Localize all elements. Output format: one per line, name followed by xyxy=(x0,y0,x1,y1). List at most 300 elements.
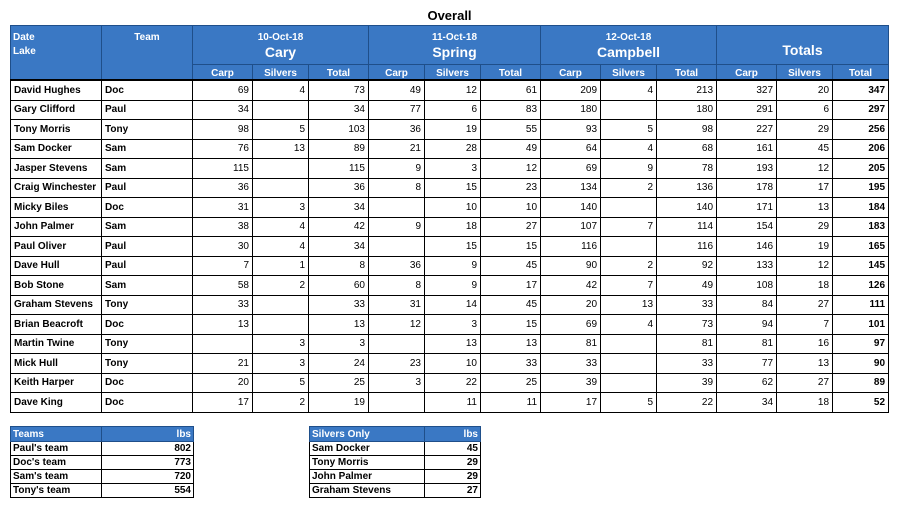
angler-name: Dave Hull xyxy=(11,256,102,276)
weight-cell: 89 xyxy=(833,373,889,393)
weight-cell xyxy=(253,315,309,335)
weight-cell: 6 xyxy=(777,100,833,120)
weight-cell: 126 xyxy=(833,276,889,296)
weight-cell: 115 xyxy=(309,159,369,179)
angler-name: Gary Clifford xyxy=(11,100,102,120)
team-name: Tony's team xyxy=(11,484,102,498)
weight-cell: 5 xyxy=(601,393,657,413)
weight-cell: 89 xyxy=(309,139,369,159)
weight-cell: 4 xyxy=(253,80,309,100)
table-row xyxy=(11,237,889,257)
weight-cell xyxy=(601,373,657,393)
weight-cell: 227 xyxy=(717,120,777,140)
weight-cell: 19 xyxy=(425,120,481,140)
weight-cell: 8 xyxy=(309,256,369,276)
weight-cell: 23 xyxy=(481,178,541,198)
silvers-lbs: 27 xyxy=(425,484,481,498)
weight-cell: 33 xyxy=(657,295,717,315)
team-name: Sam xyxy=(102,276,193,296)
weight-cell: 25 xyxy=(309,373,369,393)
weight-cell xyxy=(193,334,253,354)
weight-cell: 13 xyxy=(481,334,541,354)
weight-cell: 30 xyxy=(193,237,253,257)
weight-cell: 2 xyxy=(601,178,657,198)
weight-cell: 31 xyxy=(369,295,425,315)
silvers-subheader: Silvers xyxy=(253,65,309,81)
weight-cell xyxy=(253,178,309,198)
angler-name: Graham Stevens xyxy=(11,295,102,315)
team-name: Doc's team xyxy=(11,456,102,470)
weight-cell: 21 xyxy=(193,354,253,374)
weight-cell: 13 xyxy=(777,354,833,374)
weight-cell: 42 xyxy=(309,217,369,237)
team-name: Doc xyxy=(102,373,193,393)
weight-cell: 18 xyxy=(777,393,833,413)
weight-cell: 31 xyxy=(193,198,253,218)
team-name: Doc xyxy=(102,80,193,100)
table-row xyxy=(11,334,889,354)
weight-cell: 8 xyxy=(369,276,425,296)
weight-cell: 17 xyxy=(481,276,541,296)
angler-name: Tony Morris xyxy=(310,456,425,470)
angler-name: John Palmer xyxy=(11,217,102,237)
silvers-only-header: Silvers Only xyxy=(310,427,425,442)
weight-cell: 52 xyxy=(833,393,889,413)
weight-cell: 11 xyxy=(481,393,541,413)
weight-cell: 19 xyxy=(309,393,369,413)
silvers-lbs: 29 xyxy=(425,470,481,484)
weight-cell: 20 xyxy=(541,295,601,315)
angler-name: John Palmer xyxy=(310,470,425,484)
weight-cell: 81 xyxy=(657,334,717,354)
weight-cell: 184 xyxy=(833,198,889,218)
team-name: Sam xyxy=(102,159,193,179)
table-row xyxy=(11,178,889,198)
lbs-header: lbs xyxy=(102,427,194,442)
weight-cell: 84 xyxy=(717,295,777,315)
weight-cell: 116 xyxy=(541,237,601,257)
weight-cell: 12 xyxy=(369,315,425,335)
weight-cell: 12 xyxy=(777,159,833,179)
weight-cell: 17 xyxy=(777,178,833,198)
weight-cell xyxy=(601,198,657,218)
weight-cell: 90 xyxy=(833,354,889,374)
weight-cell: 7 xyxy=(193,256,253,276)
weight-cell: 68 xyxy=(657,139,717,159)
weight-cell: 3 xyxy=(425,315,481,335)
weight-cell xyxy=(369,198,425,218)
table-row xyxy=(11,80,889,100)
weight-cell: 13 xyxy=(309,315,369,335)
weight-cell: 98 xyxy=(193,120,253,140)
weight-cell: 55 xyxy=(481,120,541,140)
weight-cell: 19 xyxy=(777,237,833,257)
carp-subheader: Carp xyxy=(369,65,425,81)
silvers-lbs: 45 xyxy=(425,442,481,456)
weight-cell: 145 xyxy=(833,256,889,276)
weight-cell: 13 xyxy=(425,334,481,354)
silvers-subheader: Silvers xyxy=(601,65,657,81)
weight-cell: 25 xyxy=(481,373,541,393)
team-lbs: 554 xyxy=(102,484,194,498)
weight-cell: 2 xyxy=(253,276,309,296)
weight-cell xyxy=(253,295,309,315)
weight-cell: 49 xyxy=(481,139,541,159)
weight-cell: 33 xyxy=(481,354,541,374)
weight-cell: 17 xyxy=(193,393,253,413)
weight-cell: 4 xyxy=(601,315,657,335)
weight-cell: 9 xyxy=(601,159,657,179)
weight-cell: 15 xyxy=(481,315,541,335)
weight-cell: 42 xyxy=(541,276,601,296)
weight-cell: 10 xyxy=(481,198,541,218)
table-row xyxy=(11,315,889,335)
weight-cell: 140 xyxy=(541,198,601,218)
weight-cell: 101 xyxy=(833,315,889,335)
team-name: Tony xyxy=(102,295,193,315)
table-row xyxy=(11,373,889,393)
team-name: Tony xyxy=(102,120,193,140)
weight-cell: 9 xyxy=(369,159,425,179)
silvers-only-table xyxy=(309,426,481,498)
weight-cell: 327 xyxy=(717,80,777,100)
weight-cell: 16 xyxy=(777,334,833,354)
weight-cell: 9 xyxy=(425,256,481,276)
weight-cell: 205 xyxy=(833,159,889,179)
weight-cell: 180 xyxy=(657,100,717,120)
session-lake: Campbell xyxy=(597,44,661,60)
team-name: Paul xyxy=(102,178,193,198)
weight-cell: 76 xyxy=(193,139,253,159)
totals-header: Totals xyxy=(717,26,889,65)
weight-cell: 39 xyxy=(541,373,601,393)
weight-cell: 4 xyxy=(601,80,657,100)
weight-cell: 39 xyxy=(657,373,717,393)
weight-cell: 165 xyxy=(833,237,889,257)
table-row xyxy=(11,198,889,218)
weight-cell xyxy=(369,334,425,354)
weight-cell: 17 xyxy=(541,393,601,413)
angler-name: Paul Oliver xyxy=(11,237,102,257)
weight-cell: 291 xyxy=(717,100,777,120)
weight-cell: 146 xyxy=(717,237,777,257)
weight-cell: 92 xyxy=(657,256,717,276)
weight-cell: 3 xyxy=(253,198,309,218)
table-row xyxy=(11,256,889,276)
session-date: 12-Oct-18 xyxy=(605,32,652,43)
weight-cell: 73 xyxy=(309,80,369,100)
weight-cell: 114 xyxy=(657,217,717,237)
weight-cell: 34 xyxy=(309,237,369,257)
weight-cell: 195 xyxy=(833,178,889,198)
team-name: Paul xyxy=(102,100,193,120)
table-row xyxy=(11,484,194,498)
weight-cell: 77 xyxy=(717,354,777,374)
session-header-3 xyxy=(541,26,717,65)
team-lbs: 773 xyxy=(102,456,194,470)
carp-subheader: Carp xyxy=(193,65,253,81)
weight-cell: 108 xyxy=(717,276,777,296)
weight-cell xyxy=(369,237,425,257)
weight-cell: 15 xyxy=(425,178,481,198)
weight-cell xyxy=(369,393,425,413)
weight-cell: 62 xyxy=(717,373,777,393)
weight-cell: 36 xyxy=(309,178,369,198)
session-date: 11-Oct-18 xyxy=(431,32,478,43)
team-name: Sam xyxy=(102,217,193,237)
weight-cell: 13 xyxy=(193,315,253,335)
weight-cell: 38 xyxy=(193,217,253,237)
weight-cell: 64 xyxy=(541,139,601,159)
weight-cell: 14 xyxy=(425,295,481,315)
weight-cell: 209 xyxy=(541,80,601,100)
table-row xyxy=(310,470,481,484)
weight-cell: 3 xyxy=(253,354,309,374)
weight-cell: 213 xyxy=(657,80,717,100)
lbs-header: lbs xyxy=(425,427,481,442)
weight-cell xyxy=(601,100,657,120)
table-row xyxy=(11,276,889,296)
weight-cell: 27 xyxy=(481,217,541,237)
angler-name: Craig Winchester xyxy=(11,178,102,198)
team-name: Paul xyxy=(102,256,193,276)
weight-cell: 27 xyxy=(777,373,833,393)
weight-cell: 180 xyxy=(541,100,601,120)
weight-cell: 20 xyxy=(777,80,833,100)
weight-cell: 7 xyxy=(601,276,657,296)
weight-cell: 193 xyxy=(717,159,777,179)
weight-cell: 33 xyxy=(193,295,253,315)
weight-cell: 81 xyxy=(541,334,601,354)
weight-cell: 256 xyxy=(833,120,889,140)
weight-cell: 83 xyxy=(481,100,541,120)
weight-cell: 34 xyxy=(717,393,777,413)
team-lbs: 802 xyxy=(102,442,194,456)
lake-label: Lake xyxy=(13,46,36,57)
weight-cell: 347 xyxy=(833,80,889,100)
weight-cell: 33 xyxy=(541,354,601,374)
weight-cell xyxy=(601,237,657,257)
weight-cell: 24 xyxy=(309,354,369,374)
angler-name: David Hughes xyxy=(11,80,102,100)
weight-cell: 10 xyxy=(425,354,481,374)
weight-cell: 140 xyxy=(657,198,717,218)
weight-cell: 116 xyxy=(657,237,717,257)
angler-name: Brian Beacroft xyxy=(11,315,102,335)
weight-cell: 22 xyxy=(425,373,481,393)
weight-cell: 90 xyxy=(541,256,601,276)
weight-cell: 9 xyxy=(425,276,481,296)
weight-cell: 4 xyxy=(253,237,309,257)
table-row xyxy=(11,100,889,120)
session-header-1 xyxy=(193,26,369,65)
weight-cell: 18 xyxy=(425,217,481,237)
weight-cell: 4 xyxy=(601,139,657,159)
weight-cell: 28 xyxy=(425,139,481,159)
weight-cell: 7 xyxy=(777,315,833,335)
weight-cell: 29 xyxy=(777,217,833,237)
silvers-subheader: Silvers xyxy=(425,65,481,81)
weight-cell: 78 xyxy=(657,159,717,179)
session-lake: Cary xyxy=(264,44,297,60)
angler-name: Graham Stevens xyxy=(310,484,425,498)
weight-cell: 49 xyxy=(657,276,717,296)
table-row xyxy=(11,354,889,374)
teams-summary-table xyxy=(10,426,194,498)
weight-cell: 134 xyxy=(541,178,601,198)
weight-cell: 13 xyxy=(253,139,309,159)
team-name: Sam xyxy=(102,139,193,159)
weight-cell: 18 xyxy=(777,276,833,296)
weight-cell: 9 xyxy=(369,217,425,237)
weight-cell: 36 xyxy=(369,120,425,140)
weight-cell: 11 xyxy=(425,393,481,413)
weight-cell: 45 xyxy=(777,139,833,159)
weight-cell: 20 xyxy=(193,373,253,393)
weight-cell: 23 xyxy=(369,354,425,374)
weight-cell: 111 xyxy=(833,295,889,315)
team-name: Doc xyxy=(102,315,193,335)
team-name: Doc xyxy=(102,198,193,218)
weight-cell: 97 xyxy=(833,334,889,354)
weight-cell: 5 xyxy=(253,120,309,140)
weight-cell: 183 xyxy=(833,217,889,237)
weight-cell xyxy=(601,354,657,374)
weight-cell: 161 xyxy=(717,139,777,159)
weight-cell: 45 xyxy=(481,256,541,276)
weight-cell: 36 xyxy=(369,256,425,276)
weight-cell: 10 xyxy=(425,198,481,218)
weight-cell: 27 xyxy=(777,295,833,315)
angler-name: Dave King xyxy=(11,393,102,413)
team-name: Tony xyxy=(102,334,193,354)
weight-cell: 36 xyxy=(193,178,253,198)
angler-name: Jasper Stevens xyxy=(11,159,102,179)
weight-cell: 33 xyxy=(657,354,717,374)
weight-cell: 22 xyxy=(657,393,717,413)
table-row xyxy=(11,442,194,456)
angler-name: Sam Docker xyxy=(310,442,425,456)
weight-cell: 4 xyxy=(253,217,309,237)
weight-cell: 297 xyxy=(833,100,889,120)
weight-cell: 103 xyxy=(309,120,369,140)
total-subheader: Total xyxy=(833,65,889,81)
teams-header: Teams xyxy=(11,427,102,442)
weight-cell: 12 xyxy=(777,256,833,276)
angler-name: Micky Biles xyxy=(11,198,102,218)
total-subheader: Total xyxy=(657,65,717,81)
weight-cell: 49 xyxy=(369,80,425,100)
table-row xyxy=(11,139,889,159)
sheet-title: Overall xyxy=(427,8,472,23)
weight-cell: 15 xyxy=(481,237,541,257)
weight-cell: 115 xyxy=(193,159,253,179)
weight-cell xyxy=(601,334,657,354)
angler-name: Bob Stone xyxy=(11,276,102,296)
team-lbs: 720 xyxy=(102,470,194,484)
weight-cell: 13 xyxy=(601,295,657,315)
weight-cell: 15 xyxy=(425,237,481,257)
weight-cell: 1 xyxy=(253,256,309,276)
total-subheader: Total xyxy=(481,65,541,81)
weight-cell: 33 xyxy=(309,295,369,315)
team-name: Paul's team xyxy=(11,442,102,456)
weight-cell: 29 xyxy=(777,120,833,140)
angler-name: Sam Docker xyxy=(11,139,102,159)
table-row xyxy=(11,217,889,237)
weight-cell xyxy=(253,159,309,179)
weight-cell: 3 xyxy=(369,373,425,393)
table-row xyxy=(310,456,481,470)
weight-cell: 58 xyxy=(193,276,253,296)
table-row xyxy=(310,484,481,498)
team-header: Team xyxy=(102,26,193,81)
weight-cell: 171 xyxy=(717,198,777,218)
weight-cell: 3 xyxy=(253,334,309,354)
weight-cell: 69 xyxy=(541,315,601,335)
weight-cell: 98 xyxy=(657,120,717,140)
weight-cell: 60 xyxy=(309,276,369,296)
table-row xyxy=(11,456,194,470)
table-row xyxy=(11,470,194,484)
weight-cell: 7 xyxy=(601,217,657,237)
weight-cell xyxy=(253,100,309,120)
weight-cell: 45 xyxy=(481,295,541,315)
angler-name: Mick Hull xyxy=(11,354,102,374)
weight-cell: 34 xyxy=(309,198,369,218)
weight-cell: 21 xyxy=(369,139,425,159)
weight-cell: 2 xyxy=(253,393,309,413)
date-label: Date xyxy=(13,32,35,43)
silvers-lbs: 29 xyxy=(425,456,481,470)
weight-cell: 34 xyxy=(309,100,369,120)
weight-cell: 61 xyxy=(481,80,541,100)
weight-cell: 3 xyxy=(425,159,481,179)
weight-cell: 73 xyxy=(657,315,717,335)
team-name: Paul xyxy=(102,237,193,257)
angler-name: Tony Morris xyxy=(11,120,102,140)
results-table xyxy=(10,25,889,413)
weight-cell: 178 xyxy=(717,178,777,198)
weight-cell: 77 xyxy=(369,100,425,120)
carp-subheader: Carp xyxy=(717,65,777,81)
table-row xyxy=(11,295,889,315)
team-name: Sam's team xyxy=(11,470,102,484)
weight-cell: 13 xyxy=(777,198,833,218)
team-name: Doc xyxy=(102,393,193,413)
weight-cell: 206 xyxy=(833,139,889,159)
date-lake-header xyxy=(11,26,102,81)
weight-cell: 69 xyxy=(541,159,601,179)
weight-cell: 154 xyxy=(717,217,777,237)
weight-cell: 8 xyxy=(369,178,425,198)
weight-cell: 69 xyxy=(193,80,253,100)
weight-cell: 136 xyxy=(657,178,717,198)
team-name: Tony xyxy=(102,354,193,374)
weight-cell: 94 xyxy=(717,315,777,335)
total-subheader: Total xyxy=(309,65,369,81)
table-row xyxy=(310,442,481,456)
session-header-2 xyxy=(369,26,541,65)
silvers-subheader: Silvers xyxy=(777,65,833,81)
session-lake: Spring xyxy=(432,44,477,60)
weight-cell: 6 xyxy=(425,100,481,120)
carp-subheader: Carp xyxy=(541,65,601,81)
weight-cell: 2 xyxy=(601,256,657,276)
angler-name: Martin Twine xyxy=(11,334,102,354)
angler-name: Keith Harper xyxy=(11,373,102,393)
table-row xyxy=(11,393,889,413)
